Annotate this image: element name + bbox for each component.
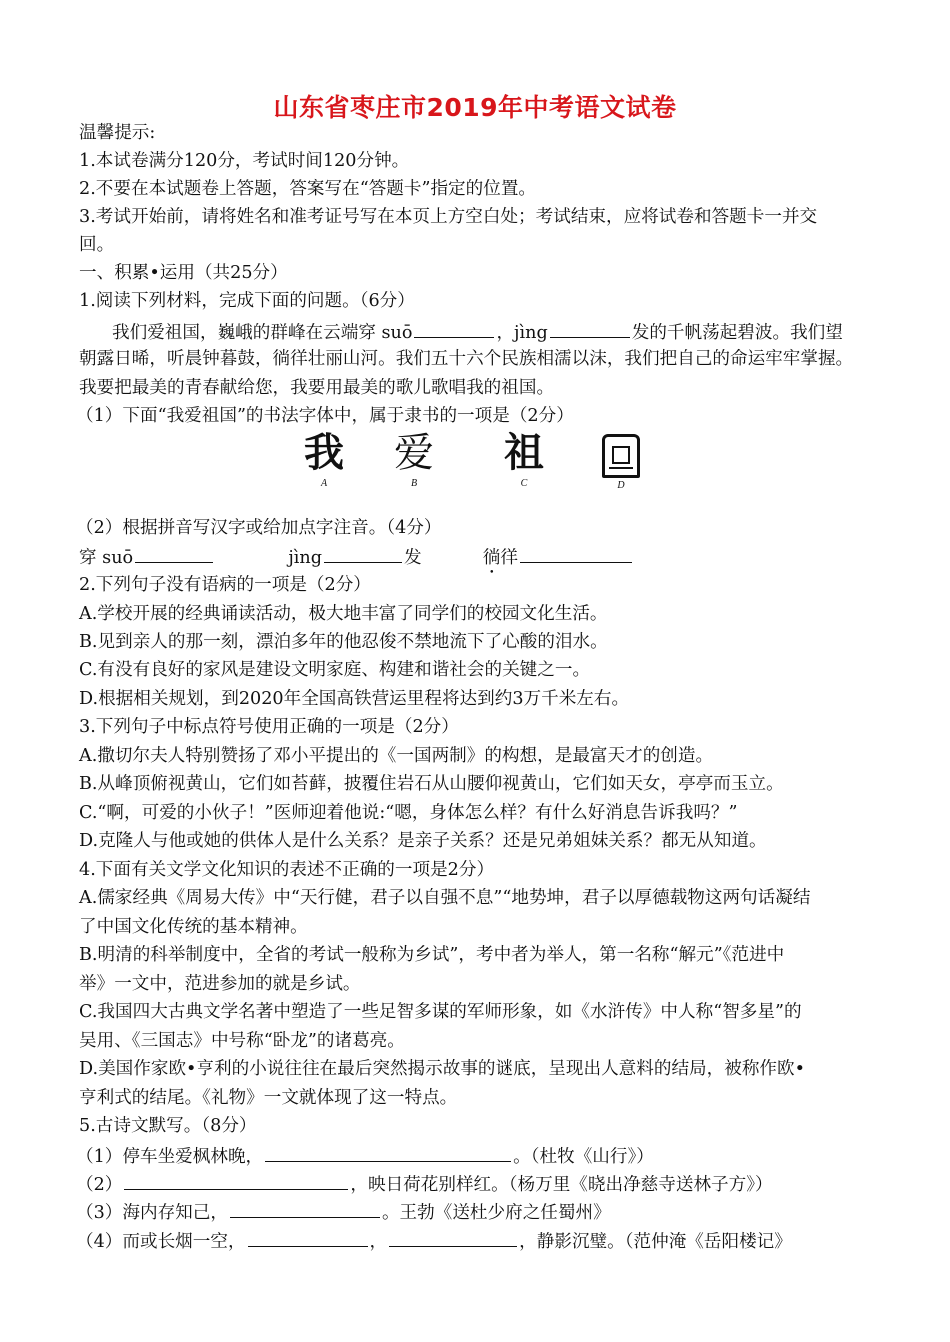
poem-source: ，静影沉璧。（范仲淹《岳阳楼记》 (519, 1232, 792, 1252)
answer-blank (550, 320, 630, 338)
calligraphy-options (0, 430, 950, 500)
calligraphy-option-b (388, 430, 440, 489)
fill-label-b-after: 发 (404, 548, 422, 568)
question-5-item-1 (76, 1144, 654, 1168)
answer-blank (324, 545, 402, 563)
answer-blank (389, 1229, 517, 1247)
option-label: B (410, 478, 418, 489)
question-4-option-c-cont: 吴用、《三国志》中号称“卧龙”的诸葛亮。 (79, 1031, 405, 1051)
question-4-option-a-cont: 了中国文化传统的基本精神。 (79, 917, 308, 937)
page-title: 山东省枣庄市2019年中考语文试卷 (273, 93, 677, 122)
fill-label-b: jìng (288, 548, 323, 568)
poem-text: （2） (76, 1175, 123, 1195)
passage-text: 我们爱祖国，巍峨的群峰在云端穿 suō (112, 323, 413, 343)
answer-blank (414, 320, 494, 338)
passage-text: 发的千帆荡起碧波。我们望 (631, 323, 843, 343)
question-4-option-d-cont: 亨利式的结尾。《礼物》一文就体现了这一特点。 (79, 1088, 458, 1108)
fill-label-a: 穿 suō (79, 548, 134, 568)
option-label: D (617, 480, 625, 491)
question-3-option-d: D.克隆人与他或她的供体人是什么关系？是亲子关系？还是兄弟姐妹关系？都无从知道。 (79, 831, 767, 851)
poem-text: （4）而或长烟一空， (76, 1232, 246, 1252)
option-label: A (320, 478, 328, 489)
question-5-item-3 (76, 1200, 611, 1224)
passage-line-2: 朝露日晞，听晨钟暮鼓，徜徉壮丽山河。我们五十六个民族相濡以沫，我们把自己的命运牢牢掌握。 (79, 349, 854, 369)
question-2-option-b: B.见到亲人的那一刻，漂泊多年的他忍俊不禁地流下了心酸的泪水。 (79, 632, 608, 652)
calligraphy-char: 我 (304, 430, 344, 476)
calligraphy-char: 祖 (504, 430, 544, 476)
question-1-2: （2）根据拼音写汉字或给加点字注音。（4分） (76, 518, 442, 538)
section-heading: 一、积累•运用（共25分） (79, 263, 288, 283)
poem-text: （3）海内存知己， (76, 1203, 228, 1223)
passage-line-3: 我要把最美的青春献给您，我要用最美的歌儿歌唱我的祖国。 (79, 378, 555, 398)
notice-item-2: 2.不要在本试题卷上答题，答案写在“答题卡”指定的位置。 (79, 179, 537, 199)
question-4-option-c: C.我国四大古典文学名著中塑造了一些足智多谋的军师形象，如《水浒传》中人称“智多星”的 (79, 1002, 802, 1022)
question-4-option-a: A.儒家经典《周易大传》中“天行健，君子以自强不息”“地势坤，君子以厚德载物这两句话凝结 (79, 888, 811, 908)
fill-label-c: 徉 (500, 548, 519, 568)
question-3-option-b: B.从峰顶俯视黄山，它们如苔藓，披覆住岩石从山腰仰视黄山，它们如天女，亭亭而玉立。 (79, 774, 784, 794)
question-3-option-c: C.“啊，可爱的小伙子！”医师迎着他说:“嗯，身体怎么样？有什么好消息告诉我吗？” (79, 803, 738, 823)
poem-text: （1）停车坐爱枫林晚， (76, 1147, 264, 1167)
question-4-option-b: B.明清的科举制度中，全省的考试一般称为乡试”，考中者为举人，第一名称“解元”《范进中 (79, 945, 785, 965)
poem-text: ， (369, 1232, 388, 1252)
question-4-stem: 4.下面有关文学文化知识的表述不正确的一项是2分） (79, 860, 495, 880)
calligraphy-char: 爱 (394, 430, 434, 476)
poem-source: ，映日荷花别样红。（杨万里《晓出净慈寺送林子方》） (350, 1175, 773, 1195)
poem-source: 。王勃《送杜少府之任蜀州》 (381, 1203, 611, 1223)
calligraphy-option-d (596, 430, 646, 491)
option-label: C (520, 478, 528, 489)
notice-item-1: 1.本试卷满分120分，考试时间120分钟。 (79, 151, 410, 171)
notice-heading: 温馨提示: (79, 123, 156, 143)
answer-blank (265, 1144, 511, 1162)
question-2-stem: 2.下列句子没有语病的一项是（2分） (79, 575, 371, 595)
question-2-option-c: C.有没有良好的家风是建设文明家庭、构建和谐社会的关键之一。 (79, 660, 591, 680)
answer-blank (124, 1172, 348, 1190)
question-5-stem: 5.古诗文默写。（8分） (79, 1116, 257, 1136)
notice-item-3: 3.考试开始前，请将姓名和准考证号写在本页上方空白处；考试结束，应将试卷和答题卡一并交 (79, 207, 818, 227)
notice-item-3-cont: 回。 (79, 235, 115, 255)
seal-script-glyph (602, 434, 640, 478)
question-4-option-d: D.美国作家欧•亨利的小说往往在最后突然揭示故事的谜底，呈现出人意料的结局，被称作欧• (79, 1059, 805, 1079)
answer-blank (248, 1229, 368, 1247)
question-3-option-a: A.撒切尔夫人特别赞扬了邓小平提出的《一国两制》的构想，是最富天才的创造。 (79, 746, 714, 766)
dotted-char: 徜 (482, 548, 501, 568)
poem-source: 。（杜牧《山行》） (513, 1147, 654, 1167)
calligraphy-option-c (496, 430, 552, 489)
passage-line-1 (112, 320, 843, 344)
question-2-option-a: A.学校开展的经典诵读活动，极大地丰富了同学们的校园文化生活。 (79, 604, 608, 624)
question-1-stem: 1.阅读下列材料，完成下面的问题。（6分） (79, 291, 415, 311)
question-4-option-b-cont: 举》一文中，范进参加的就是乡试。 (79, 974, 361, 994)
question-5-item-4 (76, 1229, 792, 1253)
question-2-option-d: D.根据相关规划，到2020年全国高铁营运里程将达到约3万千米左右。 (79, 689, 630, 709)
question-1-1: （1）下面“我爱祖国”的书法字体中，属于隶书的一项是（2分） (76, 406, 574, 426)
question-5-item-2 (76, 1172, 773, 1196)
question-3-stem: 3.下列句子中标点符号使用正确的一项是（2分） (79, 717, 459, 737)
answer-blank (520, 545, 632, 563)
answer-blank (230, 1200, 380, 1218)
calligraphy-option-a (298, 430, 350, 489)
passage-text: ，jìng (496, 323, 548, 343)
answer-blank (135, 545, 213, 563)
